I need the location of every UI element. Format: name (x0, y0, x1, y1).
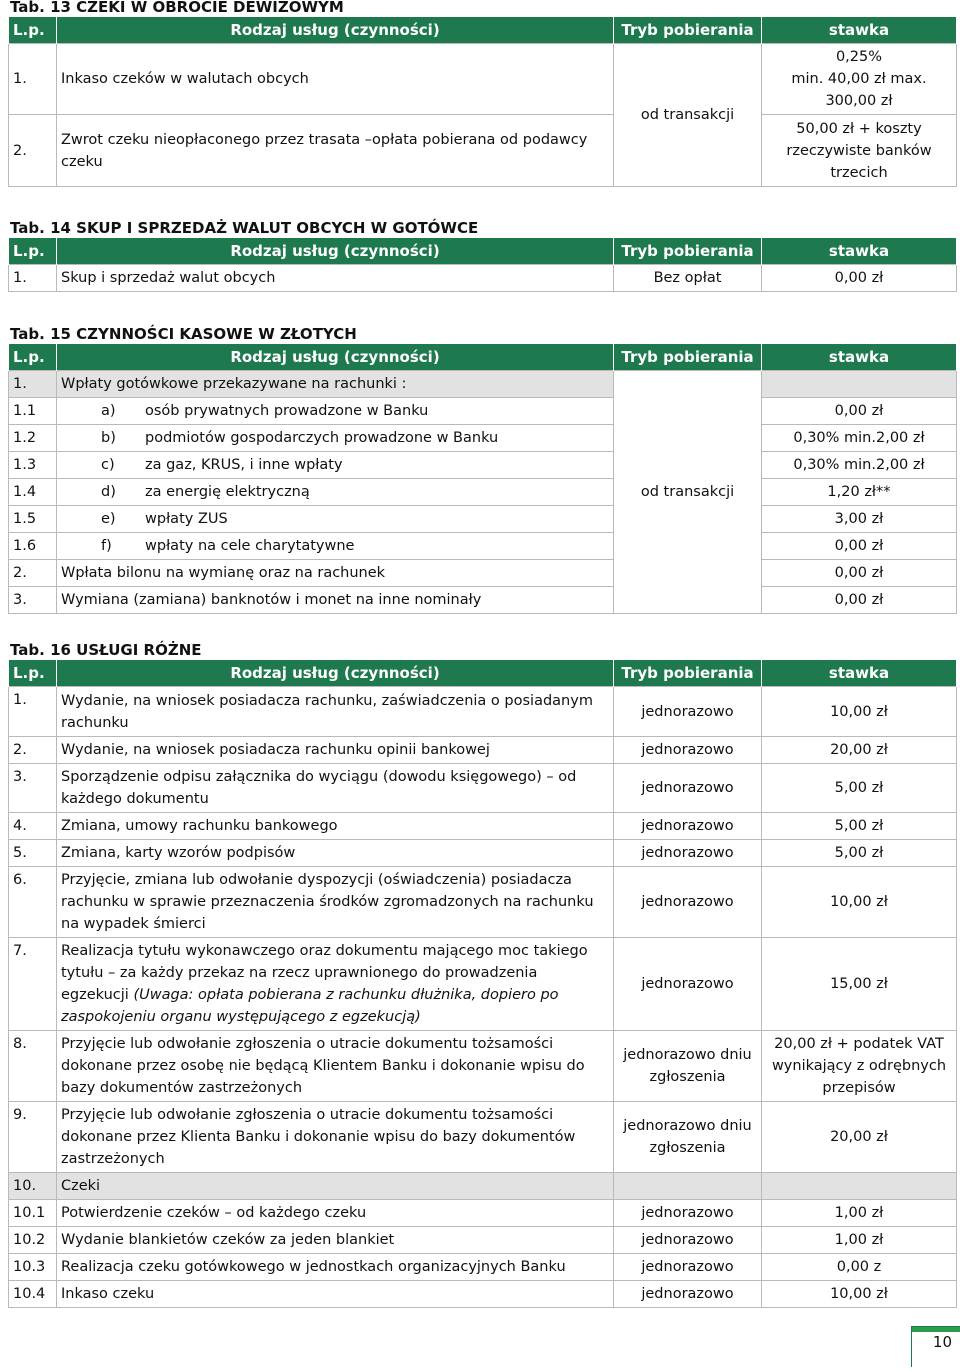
header-service: Rodzaj usług (czynności) (57, 17, 614, 44)
row-lp: 2. (9, 560, 57, 587)
row-lp: 10.1 (9, 1200, 57, 1227)
row-text: osób prywatnych prowadzone w Banku (145, 403, 429, 419)
header-service: Rodzaj usług (czynności) (57, 344, 614, 371)
row-rate: 0,00 zł (762, 587, 957, 614)
table-row (9, 1031, 957, 1102)
table-row (9, 1102, 957, 1173)
table-row (9, 560, 957, 587)
row-letter: d) (101, 484, 116, 500)
table-row (9, 265, 957, 292)
row-service: Zwrot czeku nieopłaconego przez trasata –opłata pobierana od podawcy czeku (57, 115, 614, 187)
row-mode: jednorazowo (614, 813, 762, 840)
row-mode: jednorazowo (614, 1200, 762, 1227)
row-service (57, 479, 614, 506)
row-lp: 4. (9, 813, 57, 840)
table-header-row (9, 344, 957, 371)
row-service: Wymiana (zamiana) banknotów i monet na inne nominały (57, 587, 614, 614)
row-rate (762, 44, 957, 115)
table-row (9, 506, 957, 533)
row-lp: 6. (9, 867, 57, 938)
header-rate: stawka (762, 238, 957, 265)
row-service: Skup i sprzedaż walut obcych (57, 265, 614, 292)
rate-line: trzecich (830, 164, 888, 181)
row-rate: 5,00 zł (762, 764, 957, 813)
row-rate: 0,00 zł (762, 533, 957, 560)
row-lp: 3. (9, 587, 57, 614)
row-letter: e) (101, 511, 116, 527)
row-lp: 1.1 (9, 398, 57, 425)
table-row (9, 1254, 957, 1281)
row-rate: 10,00 zł (762, 687, 957, 737)
row-service: Sporządzenie odpisu załącznika do wyciągu (dowodu księgowego) – od każdego dokumentu (57, 764, 614, 813)
header-mode: Tryb pobierania (614, 344, 762, 371)
row-lp: 9. (9, 1102, 57, 1173)
row-rate: 1,00 zł (762, 1227, 957, 1254)
row-mode: jednorazowo (614, 867, 762, 938)
tab14-title: Tab. 14 SKUP I SPRZEDAŻ WALUT OBCYCH W GOTÓWCE (10, 219, 479, 237)
row-rate: 15,00 zł (762, 938, 957, 1031)
row-rate (762, 1173, 957, 1200)
row-text: za energię elektryczną (145, 484, 310, 500)
row-service: Zmiana, umowy rachunku bankowego (57, 813, 614, 840)
row-service: Czeki (57, 1173, 614, 1200)
tab15-table (8, 344, 957, 614)
rate-line: min. 40,00 zł max. (791, 71, 927, 87)
row-rate: 10,00 zł (762, 867, 957, 938)
page-number-box (911, 1326, 960, 1367)
row-lp: 1.6 (9, 533, 57, 560)
row-mode: jednorazowo (614, 737, 762, 764)
header-rate: stawka (762, 17, 957, 44)
row-lp: 3. (9, 764, 57, 813)
header-lp: L.p. (9, 238, 57, 265)
rate-line: 300,00 zł (825, 93, 893, 109)
row-mode: jednorazowo (614, 1281, 762, 1308)
header-lp: L.p. (9, 344, 57, 371)
row-lp: 2. (9, 737, 57, 764)
row-mode: jednorazowo (614, 840, 762, 867)
table-row (9, 398, 957, 425)
header-mode: Tryb pobierania (614, 238, 762, 265)
header-rate: stawka (762, 344, 957, 371)
row-text: wpłaty ZUS (145, 511, 228, 527)
row-lp: 7. (9, 938, 57, 1031)
row-rate: 5,00 zł (762, 840, 957, 867)
row-service: Realizacja czeku gotówkowego w jednostkach organizacyjnych Banku (57, 1254, 614, 1281)
table-row (9, 867, 957, 938)
row-service (57, 425, 614, 452)
table-row (9, 452, 957, 479)
row-letter: f) (101, 538, 112, 554)
row-rate: 0,00 zł (762, 560, 957, 587)
page-number-accent (912, 1327, 960, 1332)
row-mode: od transakcji (614, 44, 762, 187)
row-service (57, 938, 614, 1031)
rate-line: 50,00 zł + koszty (796, 120, 922, 137)
header-service: Rodzaj usług (czynności) (57, 660, 614, 687)
row-service: Zmiana, karty wzorów podpisów (57, 840, 614, 867)
row-rate: 20,00 zł (762, 737, 957, 764)
header-lp: L.p. (9, 660, 57, 687)
row-lp: 1.3 (9, 452, 57, 479)
tab13-table (8, 17, 957, 187)
table-row (9, 840, 957, 867)
row-service: Inkaso czeku (57, 1281, 614, 1308)
tab13-title: Tab. 13 CZEKI W OBROCIE DEWIZOWYM (10, 0, 344, 16)
row-letter: b) (101, 430, 116, 446)
row-service (57, 506, 614, 533)
row-rate: 3,00 zł (762, 506, 957, 533)
table-row (9, 44, 957, 115)
rate-line: rzeczywiste banków (786, 142, 932, 159)
row-service: Wydanie blankietów czeków za jeden blankiet (57, 1227, 614, 1254)
row-service: Przyjęcie, zmiana lub odwołanie dyspozycji (oświadczenia) posiadacza rachunku w sprawie przeznaczenia środków zgromadzonych na rachunku na wypadek śmierci (57, 867, 614, 938)
row-text: wpłaty na cele charytatywne (145, 538, 355, 554)
table-row (9, 479, 957, 506)
row-lp: 1. (9, 44, 57, 115)
row-rate: 20,00 zł + podatek VAT wynikający z odrębnych przepisów (762, 1031, 957, 1102)
row-lp: 1. (9, 687, 57, 737)
header-lp: L.p. (9, 17, 57, 44)
row-rate: 0,00 z (762, 1254, 957, 1281)
table-row (9, 1227, 957, 1254)
row-service: Przyjęcie lub odwołanie zgłoszenia o utracie dokumentu tożsamości dokonane przez osobę nie będącą Klientem Banku i dokonanie wpisu do bazy dokumentów zastrzeżonych (57, 1031, 614, 1102)
table-row (9, 533, 957, 560)
row-lp: 10.4 (9, 1281, 57, 1308)
table-row (9, 687, 957, 737)
row-rate: 5,00 zł (762, 813, 957, 840)
row-service (57, 398, 614, 425)
row-lp: 10.3 (9, 1254, 57, 1281)
row-lp: 10.2 (9, 1227, 57, 1254)
row-mode: jednorazowo (614, 1227, 762, 1254)
row-rate: 0,00 zł (762, 398, 957, 425)
row-lp: 1.4 (9, 479, 57, 506)
row-mode: jednorazowo (614, 1254, 762, 1281)
table-row (9, 1281, 957, 1308)
row-mode: jednorazowo dniu zgłoszenia (614, 1102, 762, 1173)
row-letter: a) (101, 403, 116, 419)
row-text: podmiotów gospodarczych prowadzone w Banku (145, 430, 499, 446)
header-service: Rodzaj usług (czynności) (57, 238, 614, 265)
row-lp: 5. (9, 840, 57, 867)
row-mode: jednorazowo (614, 764, 762, 813)
row-service (57, 452, 614, 479)
row-lp: 2. (9, 115, 57, 187)
table-row (9, 587, 957, 614)
row-mode: jednorazowo (614, 938, 762, 1031)
row-mode: Bez opłat (614, 265, 762, 292)
table-row (9, 115, 957, 187)
table-row (9, 1200, 957, 1227)
row-rate: 10,00 zł (762, 1281, 957, 1308)
group-row (9, 1173, 957, 1200)
row-service: Inkaso czeków w walutach obcych (57, 44, 614, 115)
row-lp: 1. (9, 371, 57, 398)
row-rate (762, 371, 957, 398)
row-service: Wpłaty gotówkowe przekazywane na rachunki : (57, 371, 614, 398)
row-note: (Uwaga: opłata pobierana z rachunku dłużnika, dopiero po zaspokojeniu organu występującego z egzekucją) (61, 987, 559, 1025)
row-rate: 1,20 zł** (762, 479, 957, 506)
table-header-row (9, 17, 957, 44)
table-row (9, 764, 957, 813)
row-service: Potwierdzenie czeków – od każdego czeku (57, 1200, 614, 1227)
row-service: Wpłata bilonu na wymianę oraz na rachunek (57, 560, 614, 587)
page-number: 10 (932, 1333, 952, 1351)
table-row (9, 737, 957, 764)
row-lp: 1.2 (9, 425, 57, 452)
row-rate: 20,00 zł (762, 1102, 957, 1173)
tab14-table (8, 238, 957, 292)
table-row (9, 813, 957, 840)
header-rate: stawka (762, 660, 957, 687)
tab16-title: Tab. 16 USŁUGI RÓŻNE (10, 641, 202, 659)
row-lp: 8. (9, 1031, 57, 1102)
row-rate: 1,00 zł (762, 1200, 957, 1227)
row-lp: 10. (9, 1173, 57, 1200)
row-text: za gaz, KRUS, i inne wpłaty (145, 457, 343, 473)
row-mode: jednorazowo dniu zgłoszenia (614, 1031, 762, 1102)
row-service (57, 533, 614, 560)
row-mode (614, 1173, 762, 1200)
row-rate: 0,30% min.2,00 zł (762, 452, 957, 479)
table-row (9, 938, 957, 1031)
row-lp: 1.5 (9, 506, 57, 533)
row-service: Przyjęcie lub odwołanie zgłoszenia o utracie dokumentu tożsamości dokonane przez Klienta Banku i dokonanie wpisu do bazy dokumentów zastrzeżonych (57, 1102, 614, 1173)
tab16-table (8, 660, 957, 1308)
row-letter: c) (101, 457, 115, 473)
header-mode: Tryb pobierania (614, 660, 762, 687)
row-service: Wydanie, na wniosek posiadacza rachunku opinii bankowej (57, 737, 614, 764)
row-lp: 1. (9, 265, 57, 292)
table-header-row (9, 238, 957, 265)
table-row (9, 425, 957, 452)
row-mode: od transakcji (614, 371, 762, 614)
header-mode: Tryb pobierania (614, 17, 762, 44)
group-row (9, 371, 957, 398)
table-header-row (9, 660, 957, 687)
rate-line: 0,25% (835, 49, 883, 65)
row-service: Wydanie, na wniosek posiadacza rachunku, zaświadczenia o posiadanym rachunku (57, 687, 614, 737)
tab15-title: Tab. 15 CZYNNOŚCI KASOWE W ZŁOTYCH (10, 325, 357, 343)
row-rate: 0,00 zł (762, 265, 957, 292)
row-rate: 0,30% min.2,00 zł (762, 425, 957, 452)
row-text: Realizacja tytułu wykonawczego oraz dokumentu mającego moc takiego tytułu – za każdy przekaz na rzecz uprawnionego do prowadzenia egzekucji (61, 943, 588, 1003)
row-rate (762, 115, 957, 187)
row-mode: jednorazowo (614, 687, 762, 737)
